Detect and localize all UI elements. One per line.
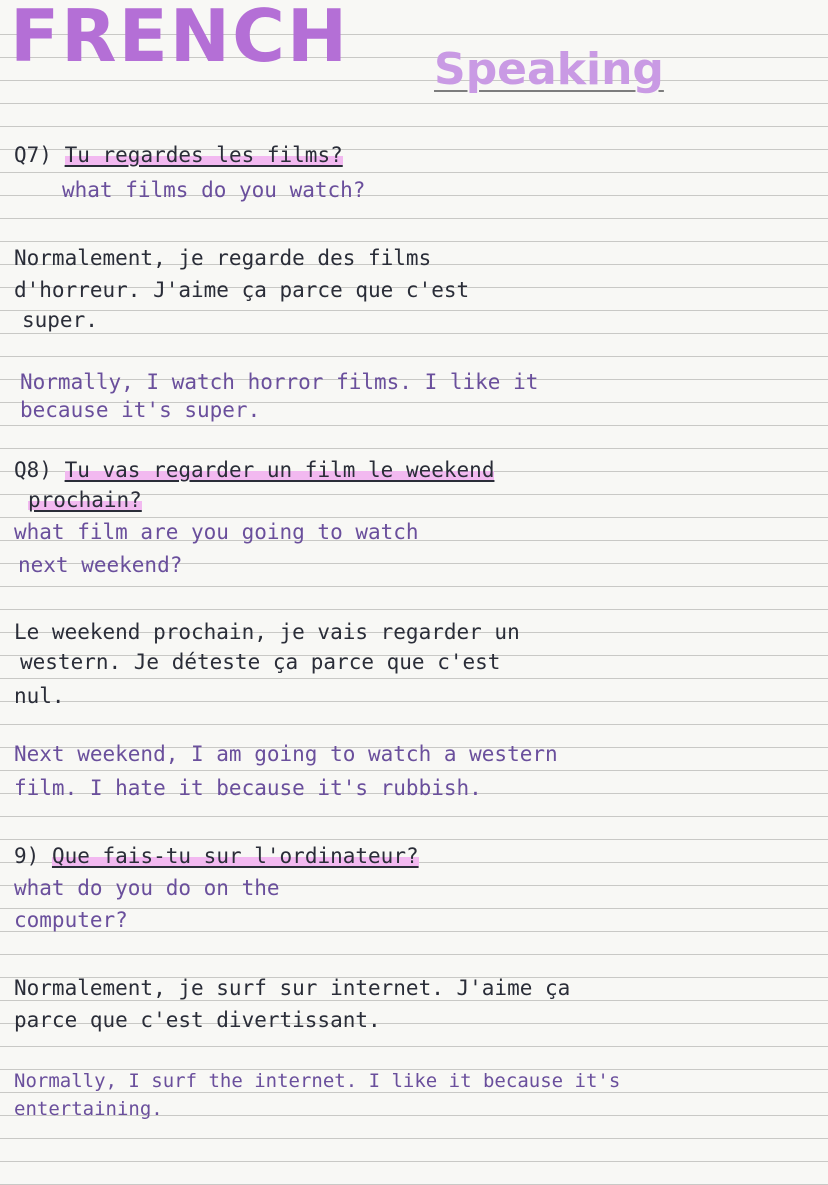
q8-question-fr-1: Tu vas regarder un film le weekend (64, 458, 495, 482)
q8-question-line-2 (28, 490, 142, 511)
q9-question-fr: Que fais-tu sur l'ordinateur? (51, 844, 419, 868)
q7-question-fr: Tu regardes les films? (64, 143, 343, 167)
q7-answer-fr-1: Normalement, je regarde des films (14, 246, 432, 270)
q9-answer-fr-2: parce que c'est divertissant. (14, 1008, 381, 1032)
q9-question-en-2: computer? (14, 908, 128, 932)
page-title: FRENCH (10, 0, 350, 78)
q8-number: Q8) (14, 458, 52, 482)
q9-answer-fr-1: Normalement, je surf sur internet. J'aime ça (14, 976, 571, 1000)
q8-answer-en-1: Next weekend, I am going to watch a western (14, 742, 558, 766)
q8-answer-fr-2: western. Je déteste ça parce que c'est (20, 650, 501, 674)
q9-answer-en-2: entertaining. (14, 1098, 163, 1120)
q9-number: 9) (14, 844, 40, 868)
q7-answer-en-2: because it's super. (20, 398, 261, 422)
q8-question-fr-2: prochain? (28, 488, 142, 512)
q7-question-en: what films do you watch? (62, 178, 366, 202)
page-subtitle: Speaking (434, 44, 664, 95)
q7-answer-fr-3: super. (22, 308, 98, 332)
q7-number: Q7) (14, 143, 52, 167)
q8-question-en-2: next weekend? (18, 553, 183, 577)
q7-question-line (14, 145, 343, 166)
q8-answer-fr-3: nul. (14, 684, 65, 708)
q7-answer-en-1: Normally, I watch horror films. I like it (20, 370, 539, 394)
q8-answer-fr-1: Le weekend prochain, je vais regarder un (14, 620, 520, 644)
q7-answer-fr-2: d'horreur. J'aime ça parce que c'est (14, 278, 470, 302)
q8-answer-en-2: film. I hate it because it's rubbish. (14, 776, 482, 800)
q9-answer-en-1: Normally, I surf the internet. I like it because it's (14, 1070, 621, 1092)
q8-question-en-1: what film are you going to watch (14, 520, 419, 544)
q8-question-line-1 (14, 460, 494, 481)
q9-question-en-1: what do you do on the (14, 876, 280, 900)
q9-question-line (14, 846, 419, 867)
